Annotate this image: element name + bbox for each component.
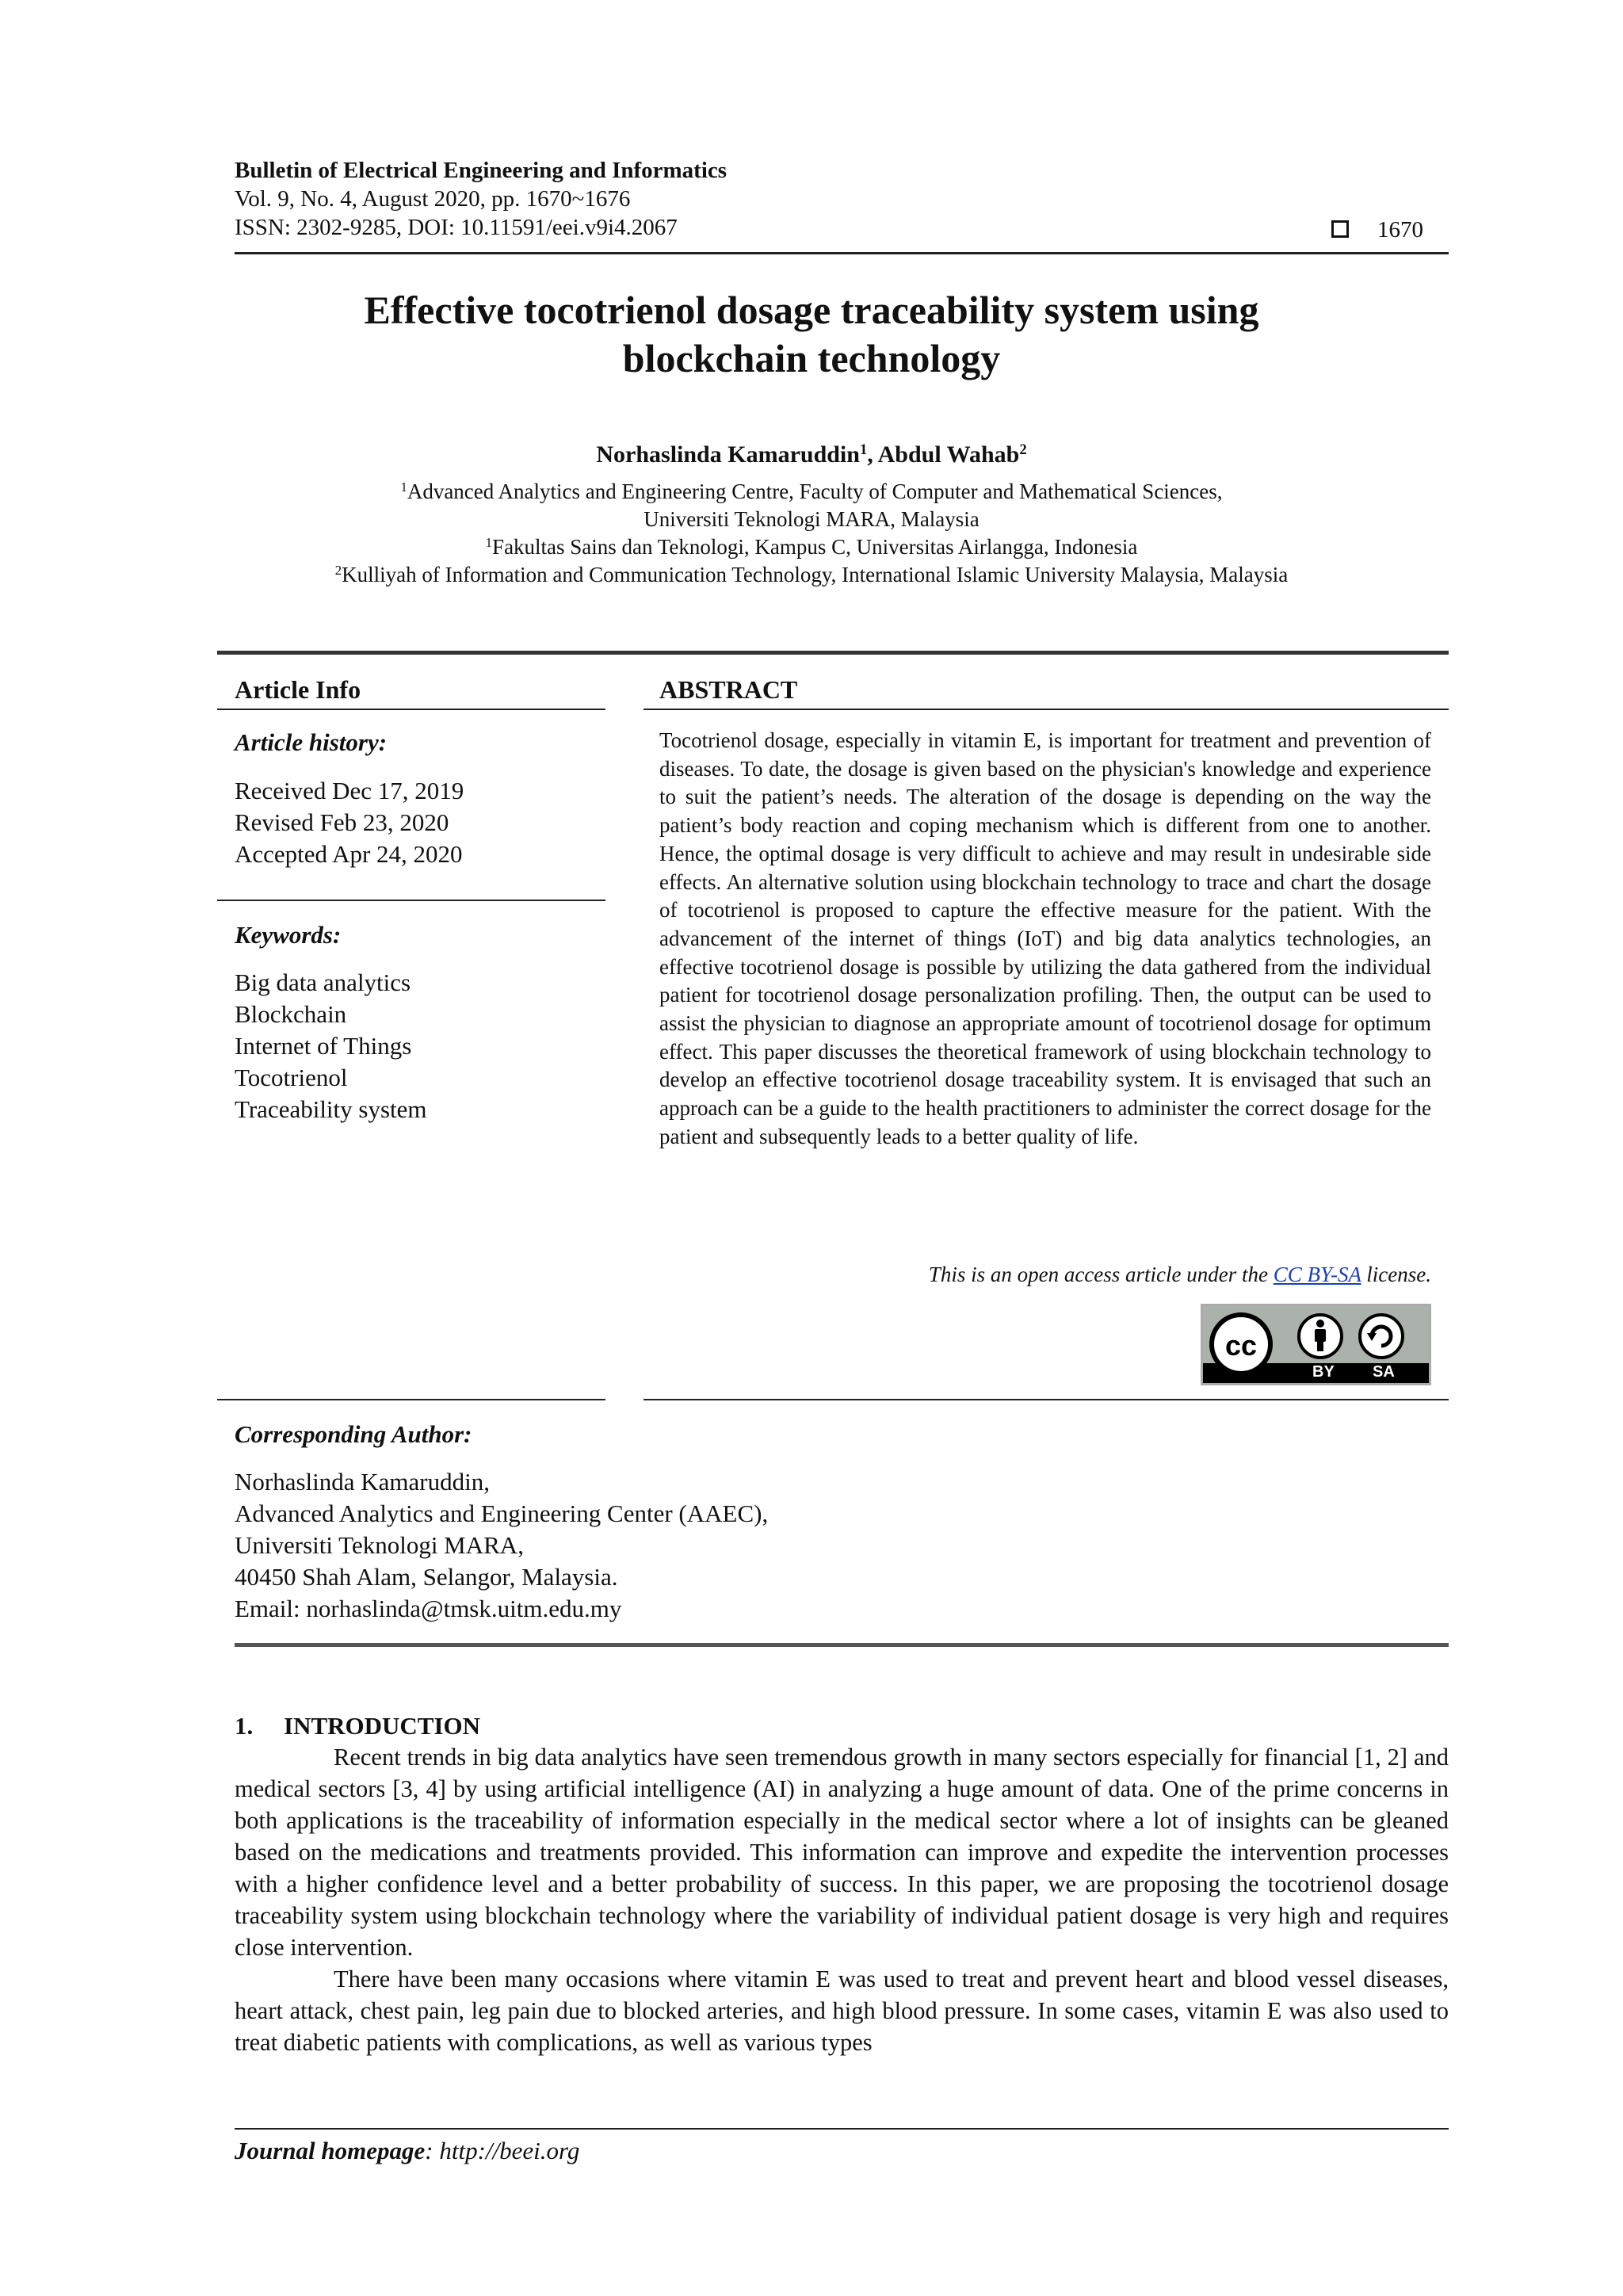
author-contact-line: Universiti Teknologi MARA, bbox=[235, 1531, 524, 1559]
header-rule bbox=[235, 252, 1449, 254]
info-box-bottom-rule bbox=[235, 1643, 1449, 1647]
article-history-label: Article history: bbox=[235, 728, 388, 756]
keyword: Big data analytics bbox=[235, 968, 411, 996]
author-list bbox=[0, 441, 1623, 469]
date-accepted: Accepted Apr 24, 2020 bbox=[235, 840, 463, 868]
keywords-list bbox=[235, 967, 427, 1125]
keyword: Traceability system bbox=[235, 1095, 427, 1123]
abstract-text: Tocotrienol dosage, especially in vitamin E, is important for treatment and prevention of diseases. To date, the dosage is given based on the physician's knowledge and experience to suit the patient’s needs. The alteration of the dosage is depending on the way the patient’s body reaction and coping mechanism which is different from one to another. Hence, the optimal dosage is very difficult to achieve and may result in undesirable side effects. An alternative solution using blockchain technology to trace and chart the dosage of tocotrienol is proposed to capture the effective measure for the patient. With the advancement of the internet of things (IoT) and big data analytics technologies, an effective tocotrienol dosage is possible by utilizing the data gathered from the individual patient for tocotrienol dosage personalization profiling. Then, the output can be used to assist the physician to diagnose an appropriate amount of tocotrienol dosage for optimum effect. This paper discusses the theoretical framework of using blockchain technology to develop an effective tocotrienol dosage traceability system. It is envisaged that such an approach can be a guide to the health practitioners to administer the correct dosage for the patient and subsequently leads to a better quality of life. bbox=[659, 728, 1431, 1148]
author-name: Abdul Wahab bbox=[877, 441, 1020, 468]
affil-mark: 2 bbox=[334, 562, 342, 578]
author-contact-line: Advanced Analytics and Engineering Center (AAEC), bbox=[235, 1499, 769, 1527]
article-info-rule bbox=[217, 709, 605, 710]
cc-by-sa-link[interactable]: CC BY-SA bbox=[1273, 1263, 1361, 1286]
journal-homepage: Journal homepage: http://beei.org bbox=[235, 2137, 580, 2164]
homepage-url[interactable]: http://beei.org bbox=[439, 2137, 580, 2164]
article-info-heading: Article Info bbox=[235, 675, 361, 704]
author-name: Norhaslinda Kamaruddin bbox=[596, 441, 860, 468]
body-paragraph: Recent trends in big data analytics have seen tremendous growth in many sectors especially for financial [1, 2] and medical sectors [3, 4] by using artificial intelligence (AI) in analyzing a huge amount of data. One of the prime concerns in both applications is the traceability of information especially in the medical sector where a lot of insights can be gleaned based on the medications and treatments provided. This information can improve and expedite the intervention processes with a higher confidence level and a better probability of success. In this paper, we are proposing the tocotrienol dosage traceability system using blockchain technology where the variability of individual patient dosage is very high and requires close intervention. bbox=[235, 1744, 1449, 1961]
homepage-label: Journal homepage bbox=[235, 2137, 426, 2164]
affil-mark: 1 bbox=[485, 534, 493, 550]
journal-name: Bulletin of Electrical Engineering and Informatics bbox=[235, 158, 727, 183]
left-column-bottom-rule bbox=[217, 1399, 605, 1400]
keywords-label: Keywords: bbox=[235, 921, 342, 949]
body-paragraph: There have been many occasions where vitamin E was used to treat and prevent heart and blood vessel diseases, heart attack, chest pain, leg pain due to blocked arteries, and high blood pressure. In some cases, vitamin E was also used to treat diabetic patients with complications, as well as various types bbox=[235, 1966, 1449, 2056]
cc-icon bbox=[1209, 1311, 1273, 1377]
abstract-heading: ABSTRACT bbox=[659, 675, 798, 704]
cc-by-sa-badge bbox=[1201, 1304, 1431, 1385]
affiliation: $^1$Fakultas Sains dan Teknologi, Kampus C, Universitas Airlangga, Indonesia bbox=[485, 534, 1138, 559]
author-contact-line: 40450 Shah Alam, Selangor, Malaysia. bbox=[235, 1563, 618, 1591]
keyword: Internet of Things bbox=[235, 1032, 412, 1060]
footer-rule bbox=[235, 2128, 1449, 2130]
page-number: 1670 bbox=[1377, 217, 1423, 243]
paper-title-line2: blockchain technology bbox=[622, 336, 1001, 380]
keywords-top-rule bbox=[217, 900, 605, 901]
corresponding-author-heading: Corresponding Author: bbox=[235, 1420, 472, 1448]
info-box-top-rule bbox=[217, 651, 1449, 655]
author-affil-mark: 1 bbox=[859, 441, 868, 458]
issn-doi: ISSN: 2302-9285, DOI: 10.11591/eei.v9i4.2067 bbox=[235, 215, 678, 240]
date-revised: Revised Feb 23, 2020 bbox=[235, 808, 449, 836]
affiliation: Universiti Teknologi MARA, Malaysia bbox=[643, 507, 980, 531]
introduction-heading: 1. INTRODUCTION bbox=[235, 1712, 481, 1740]
date-received: Received Dec 17, 2019 bbox=[235, 777, 464, 804]
right-column-bottom-rule bbox=[643, 1399, 1449, 1400]
abstract-rule bbox=[643, 709, 1449, 710]
introduction-body bbox=[235, 1741, 1449, 2058]
volume-info: Vol. 9, No. 4, August 2020, pp. 1670~1676 bbox=[235, 186, 631, 212]
affil-mark: 1 bbox=[400, 479, 407, 495]
author-contact-line: Norhaslinda Kamaruddin, bbox=[235, 1468, 490, 1496]
paper-title-line1: Effective tocotrienol dosage traceability system using bbox=[364, 288, 1259, 332]
affiliation: $^2$Kulliyah of Information and Communication Technology, International Islamic University Malaysia, Malaysia bbox=[334, 562, 1289, 586]
square-bullet-icon bbox=[1331, 220, 1349, 238]
author-affil-mark: 2 bbox=[1019, 441, 1027, 458]
badge-by-label: BY bbox=[1312, 1363, 1335, 1381]
svg-text:cc: cc bbox=[1224, 1329, 1258, 1362]
affiliation: $^1$Advanced Analytics and Engineering Centre, Faculty of Computer and Mathematical Sciences, bbox=[400, 479, 1223, 503]
author-separator: , bbox=[867, 441, 878, 468]
share-alike-icon bbox=[1358, 1312, 1405, 1360]
corresponding-author-details bbox=[235, 1466, 768, 1625]
license-statement: This is an open access article under the CC BY-SA license. bbox=[928, 1263, 1431, 1286]
badge-sa-label: SA bbox=[1373, 1363, 1395, 1381]
author-email: Email: norhaslinda@tmsk.uitm.edu.my bbox=[235, 1595, 622, 1622]
keyword: Tocotrienol bbox=[235, 1064, 348, 1091]
keyword: Blockchain bbox=[235, 1000, 347, 1028]
attribution-icon bbox=[1296, 1312, 1344, 1360]
